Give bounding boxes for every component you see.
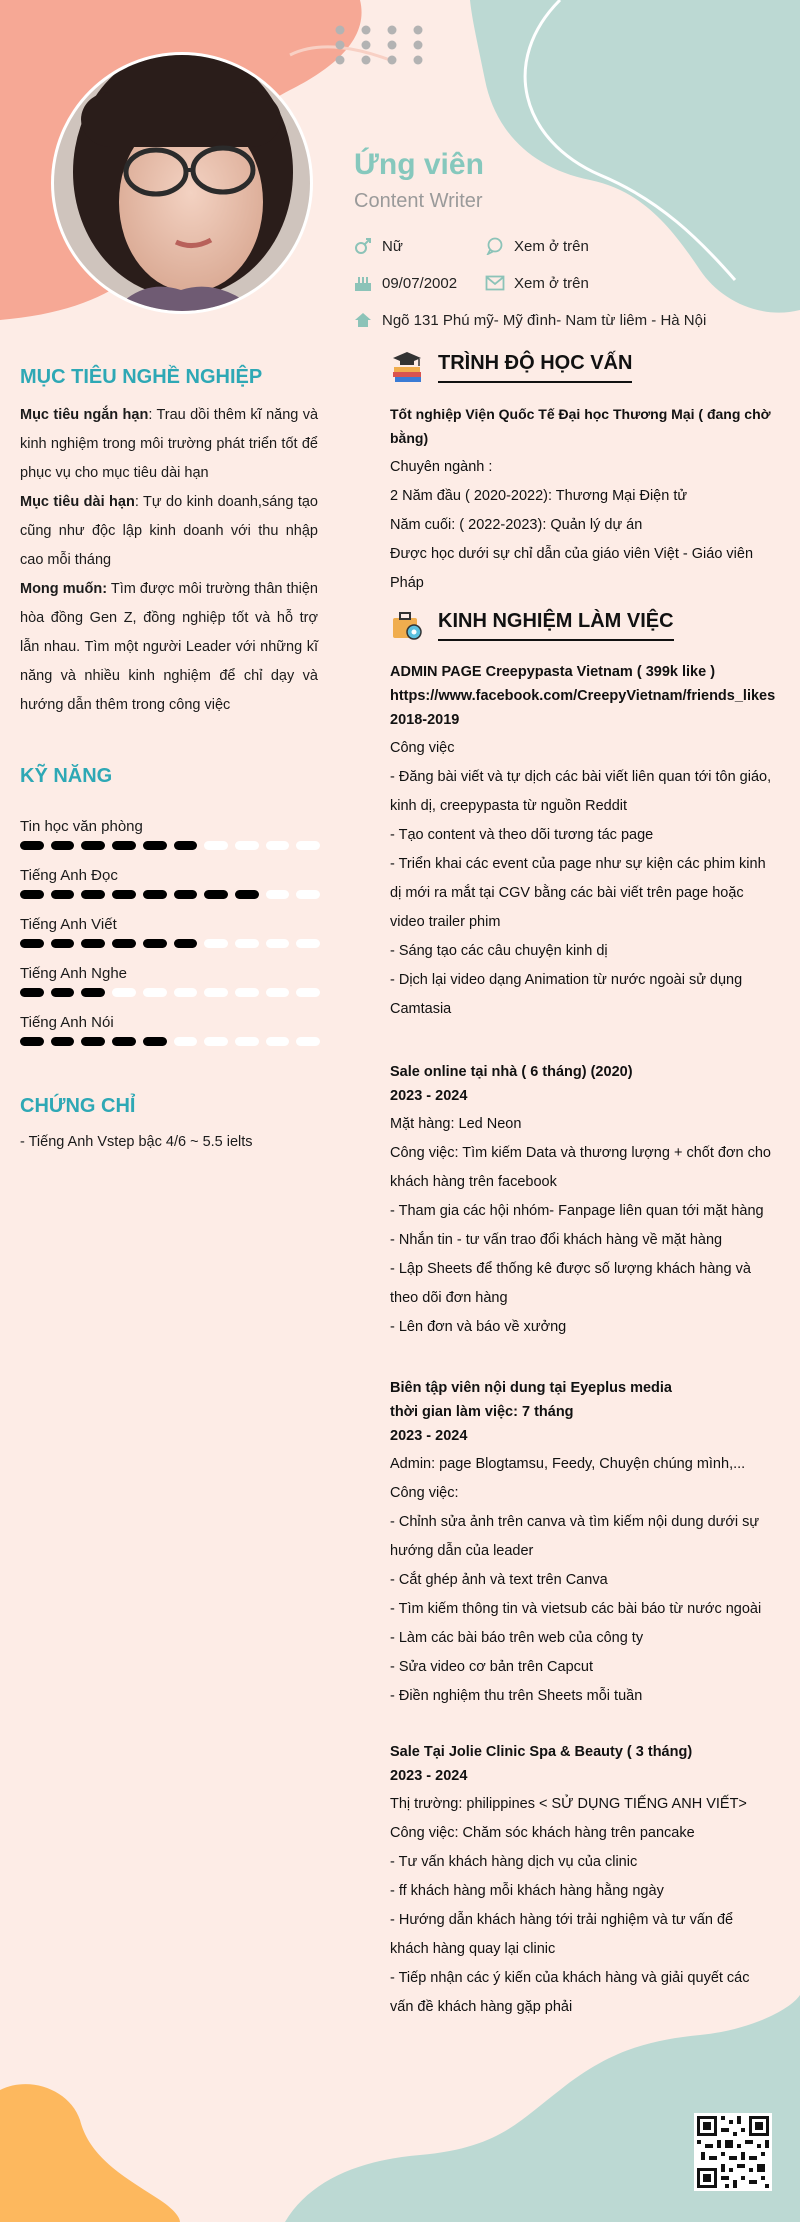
skill-dot (81, 841, 105, 850)
job-heading: Sale online tại nhà ( 6 tháng) (2020) (390, 1064, 633, 1080)
job-line: - Cắt ghép ảnh và text trên Canva (390, 1572, 608, 1588)
skill-dot (174, 1037, 198, 1046)
job-line: Admin: page Blogtamsu, Feedy, Chuyện chúng mình,... (390, 1456, 746, 1472)
job-line: Thị trường: philippines < SỬ DỤNG TIẾNG ANH VIẾT> (390, 1796, 747, 1812)
education-line: Năm cuối: ( 2022-2023): Quản lý dự án (390, 517, 643, 533)
job-line: - Lập Sheets để thống kê được số lượng khách hàng và theo dõi đơn hàng (390, 1261, 751, 1306)
skill-item (20, 965, 320, 1014)
skill-dot (112, 841, 136, 850)
job-line: - Dịch lại video dạng Animation từ nước ngoài sử dụng Camtasia (390, 972, 743, 1017)
skill-level-bar (20, 1037, 320, 1049)
experience-job (390, 1376, 775, 1711)
experience-job (390, 1740, 775, 2022)
job-heading: thời gian làm việc: 7 tháng (390, 1404, 574, 1420)
skill-dot (266, 890, 290, 899)
skill-dot (81, 1037, 105, 1046)
job-line: - ff khách hàng mỗi khách hàng hằng ngày (390, 1883, 664, 1899)
objective-title: MỤC TIÊU NGHỀ NGHIỆP (20, 366, 263, 388)
job-line: - Lên đơn và báo về xưởng (390, 1319, 567, 1335)
education-content (390, 402, 774, 598)
skill-dot (143, 1037, 167, 1046)
skill-name: Tiếng Anh Nói (20, 1014, 114, 1031)
job-line: - Tư vấn khách hàng dịch vụ của clinic (390, 1854, 638, 1870)
experience-title: KINH NGHIỆM LÀM VIỆC (438, 610, 674, 641)
job-line: Mặt hàng: Led Neon (390, 1116, 522, 1132)
job-line: - Sáng tạo các câu chuyện kinh dị (390, 943, 608, 959)
skill-dot (81, 890, 105, 899)
skill-dot (143, 988, 167, 997)
skill-dot (51, 841, 75, 850)
job-line: - Hướng dẫn khách hàng tới trải nghiệm và tư vấn để khách hàng quay lại clinic (390, 1912, 734, 1957)
birthday-cake-icon (352, 273, 374, 293)
skill-dot (204, 988, 228, 997)
skill-dot (296, 841, 320, 850)
skill-dot (204, 939, 228, 948)
objective-item: Mong muốn: Tìm được môi trường thân thiện hòa đồng Gen Z, đồng nghiệp tốt và hỗ trợ lẫn nhau. Tìm một người Leader với những kĩ năng và nhiều kinh nghiệm để chỉ dạy và hướng dẫn thêm trong công việc (20, 581, 318, 713)
skill-name: Tiếng Anh Nghe (20, 965, 128, 982)
skill-dot (266, 939, 290, 948)
education-title: TRÌNH ĐỘ HỌC VẤN (438, 352, 632, 383)
avatar (51, 52, 313, 314)
job-line: - Điền nghiệm thu trên Sheets mỗi tuần (390, 1688, 643, 1704)
skill-dot (235, 890, 259, 899)
skill-dot (235, 1037, 259, 1046)
skill-name: Tiếng Anh Viết (20, 916, 117, 933)
education-line: Được học dưới sự chỉ dẫn của giáo viên Việt - Giáo viên Pháp (390, 546, 754, 591)
skill-dot (266, 988, 290, 997)
job-line: - Tạo content và theo dõi tương tác page (390, 827, 654, 843)
dob-value: 09/07/2002 (382, 274, 458, 292)
job-heading: Biên tập viên nội dung tại Eyeplus media (390, 1380, 672, 1396)
skill-dot (20, 939, 44, 948)
job-heading: 2023 - 2024 (390, 1768, 468, 1784)
skill-dot (143, 890, 167, 899)
job-line: Công việc: (390, 1485, 459, 1501)
skill-dot (235, 841, 259, 850)
education-line: 2 Năm đầu ( 2020-2022): Thương Mại Điện tử (390, 488, 688, 504)
job-line: Công việc: Chăm sóc khách hàng trên pancake (390, 1825, 695, 1841)
skill-level-bar (20, 939, 320, 951)
job-line: - Triển khai các event của page như sự kiện các phim kinh dị mới ra mắt tại CGV bằng các bài viết trên page hoặc video trailer phim (390, 856, 766, 930)
social-row-2 (484, 273, 589, 293)
home-icon (352, 310, 374, 330)
mail-icon (484, 273, 506, 293)
skill-dot (20, 841, 44, 850)
skill-dot (174, 988, 198, 997)
skill-dot (112, 988, 136, 997)
social-value-1: Xem ở trên (514, 237, 589, 255)
skill-dot (235, 939, 259, 948)
skills-title: KỸ NĂNG (20, 765, 113, 787)
skill-dot (112, 1037, 136, 1046)
qr-code (694, 2113, 772, 2191)
job-heading: 2023 - 2024 (390, 1428, 468, 1444)
job-heading: https://www.facebook.com/CreepyVietnam/friends_likes (390, 688, 776, 704)
skill-dot (81, 988, 105, 997)
skill-dot (51, 890, 75, 899)
job-line: Công việc (390, 740, 455, 756)
skill-dot (174, 939, 198, 948)
chat-icon (484, 236, 506, 256)
experience-job (390, 660, 790, 1024)
experience-job (390, 1060, 775, 1342)
job-line: - Sửa video cơ bản trên Capcut (390, 1659, 593, 1675)
job-line: - Nhắn tin - tư vấn trao đổi khách hàng về mặt hàng (390, 1232, 723, 1248)
skill-dot (20, 988, 44, 997)
candidate-name: Ứng viên (354, 148, 484, 181)
job-line: - Đăng bài viết và tự dịch các bài viết liên quan tới tôn giáo, kinh dị, creepypasta từ nguồn Reddit (390, 769, 772, 814)
skill-dot (235, 988, 259, 997)
objective-item: Mục tiêu ngắn hạn: Trau dồi thêm kĩ năng và kinh nghiệm trong môi trường phát triển tốt để phục vụ cho mục tiêu dài hạn (20, 407, 319, 481)
skill-name: Tin học văn phòng (20, 818, 143, 835)
skill-dot (204, 1037, 228, 1046)
skill-dot (204, 841, 228, 850)
objective-item: Mục tiêu dài hạn: Tự do kinh doanh,sáng tạo cũng như độc lập kinh doanh với thu nhập cao mỗi tháng (20, 494, 318, 568)
skill-dot (143, 841, 167, 850)
gender-value: Nữ (382, 237, 403, 255)
job-heading: ADMIN PAGE Creepypasta Vietnam ( 399k like ) (390, 664, 716, 680)
skill-dot (112, 939, 136, 948)
job-line: Công việc: Tìm kiếm Data và thương lượng + chốt đơn cho khách hàng trên facebook (390, 1145, 771, 1190)
skill-level-bar (20, 841, 320, 853)
education-header (390, 350, 632, 384)
skill-item (20, 916, 320, 965)
job-line: - Chỉnh sửa ảnh trên canva và tìm kiếm nội dung dưới sự hướng dẫn của leader (390, 1514, 760, 1559)
briefcase-gear-icon (390, 608, 424, 642)
skill-dot (143, 939, 167, 948)
education-school: Tốt nghiệp Viện Quốc Tế Đại học Thương Mại ( đang chờ bằng) (390, 406, 771, 446)
job-line: - Tham gia các hội nhóm- Fanpage liên quan tới mặt hàng (390, 1203, 764, 1219)
skill-item (20, 1014, 320, 1063)
certificates-title: CHỨNG CHỈ (20, 1095, 136, 1117)
experience-header (390, 608, 674, 642)
social-value-2: Xem ở trên (514, 274, 589, 292)
skills-list (20, 818, 320, 1063)
skill-level-bar (20, 890, 320, 902)
job-line: - Tìm kiếm thông tin và vietsub các bài báo từ nước ngoài (390, 1601, 762, 1617)
job-line: - Tiếp nhận các ý kiến của khách hàng và giải quyết các vấn đề khách hàng gặp phải (390, 1970, 750, 2015)
skill-dot (296, 939, 320, 948)
job-heading: 2023 - 2024 (390, 1088, 468, 1104)
skill-dot (81, 939, 105, 948)
job-heading: Sale Tại Jolie Clinic Spa & Beauty ( 3 tháng) (390, 1744, 693, 1760)
skill-dot (296, 988, 320, 997)
gender-icon (352, 236, 374, 256)
skill-dot (266, 1037, 290, 1046)
objective-text (20, 401, 318, 720)
skill-dot (20, 890, 44, 899)
skill-dot (51, 988, 75, 997)
skill-dot (174, 890, 198, 899)
skill-dot (174, 841, 198, 850)
skill-item (20, 867, 320, 916)
dob-row (352, 273, 457, 293)
job-heading: 2018-2019 (390, 712, 460, 728)
graduation-books-icon (390, 350, 424, 384)
skill-dot (296, 1037, 320, 1046)
social-row-1 (484, 236, 589, 256)
address-value: Ngõ 131 Phú mỹ- Mỹ đình- Nam từ liêm - Hà Nội (382, 311, 707, 329)
skill-dot (112, 890, 136, 899)
skill-dot (204, 890, 228, 899)
skill-name: Tiếng Anh Đọc (20, 867, 118, 884)
skill-dot (266, 841, 290, 850)
skill-dot (20, 1037, 44, 1046)
candidate-role: Content Writer (354, 190, 483, 212)
skill-dot (51, 1037, 75, 1046)
job-line: - Làm các bài báo trên web của công ty (390, 1630, 644, 1646)
gender-row (352, 236, 403, 256)
skill-item (20, 818, 320, 867)
skill-level-bar (20, 988, 320, 1000)
certificate-item: - Tiếng Anh Vstep bậc 4/6 ~ 5.5 ielts (20, 1134, 253, 1150)
skill-dot (51, 939, 75, 948)
education-line: Chuyên ngành : (390, 459, 493, 475)
address-row (352, 310, 706, 330)
skill-dot (296, 890, 320, 899)
